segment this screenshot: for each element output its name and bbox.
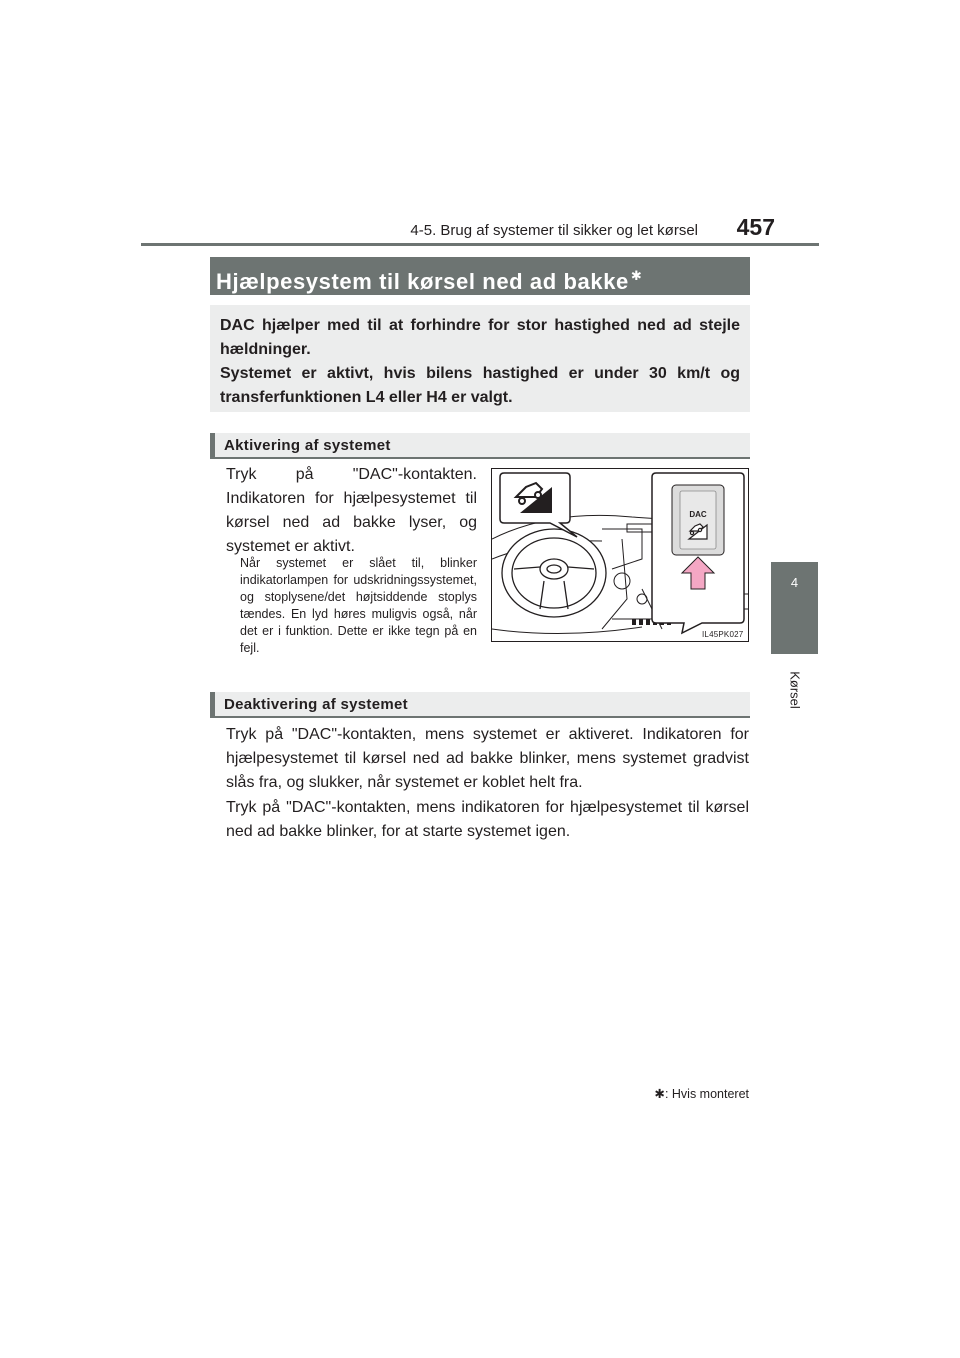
intro-line-1: DAC hjælper med til at forhindre for stor hastighed ned ad stejle hældninger.: [220, 317, 740, 358]
activation-note: [240, 555, 477, 657]
header-rule: [141, 243, 819, 246]
deactivation-paragraph-1: [226, 723, 749, 795]
chapter-number: 4: [790, 575, 799, 590]
footnote-marker: ✱: [654, 1087, 665, 1101]
footnote-text: : Hvis monteret: [664, 1087, 749, 1101]
heading-activation: [210, 433, 750, 459]
dac-switch-label: DAC: [689, 510, 707, 519]
heading-bar: [210, 433, 215, 459]
downhill-car-icon: [500, 473, 577, 537]
steering-wheel: [502, 529, 606, 617]
heading-activation-text: Aktivering af systemet: [224, 437, 391, 454]
running-head: 4-5. Brug af systemer til sikker og let kørsel: [410, 222, 698, 239]
deactivation-text-1: Tryk på "DAC"-kontakten, mens systemet er aktiveret. Indikatoren for hjælpesystemet til kørsel ned ad bakke blinker, mens systemet gradvist slås fra, og slukker, når systemet er koblet helt fra.: [226, 726, 749, 791]
heading-deactivation-text: Deaktivering af systemet: [224, 696, 408, 713]
dashboard-illustration: [492, 469, 749, 642]
dashboard-figure: [491, 468, 749, 642]
deactivation-text-2: Tryk på "DAC"-kontakten, mens indikatoren for hjælpesystemet til kørsel ned ad bakke blinker, for at starte systemet igen.: [226, 799, 749, 840]
page-number: 457: [736, 214, 775, 240]
activation-paragraph: Tryk på "DAC"-kontakten. Indikatoren for hjælpesystemet til kørsel ned ad bakke lyser, og systemet er aktivt.: [226, 466, 477, 555]
title-asterisk: ✱: [630, 268, 643, 283]
heading-bar: [210, 692, 215, 718]
heading-deactivation: [210, 692, 750, 718]
dac-switch-callout: [652, 473, 744, 633]
page-title: [210, 257, 750, 295]
chapter-label-text: Kørsel: [787, 671, 802, 709]
chapter-label: [771, 654, 818, 744]
intro-line-2: Systemet er aktivt, hvis bilens hastighed er under 30 km/t og transferfunktionen L4 eller H4 er valgt.: [220, 365, 740, 406]
footnote: [600, 1086, 749, 1101]
intro-box: [210, 305, 750, 412]
figure-code: IL45PK027: [702, 630, 744, 639]
activation-text: [226, 463, 477, 559]
activation-note-paragraph: Når systemet er slået til, blinker indikatorlampen for udskridningssystemet, og stoplysene/det højtsiddende stoplys tændes. En lyd høres muligvis også, når det er i funktion. Dette er ikke tegn på en fejl.: [240, 556, 477, 655]
page-title-text: Hjælpesystem til kørsel ned ad bakke: [216, 269, 629, 294]
deactivation-paragraph-2: [226, 796, 749, 844]
